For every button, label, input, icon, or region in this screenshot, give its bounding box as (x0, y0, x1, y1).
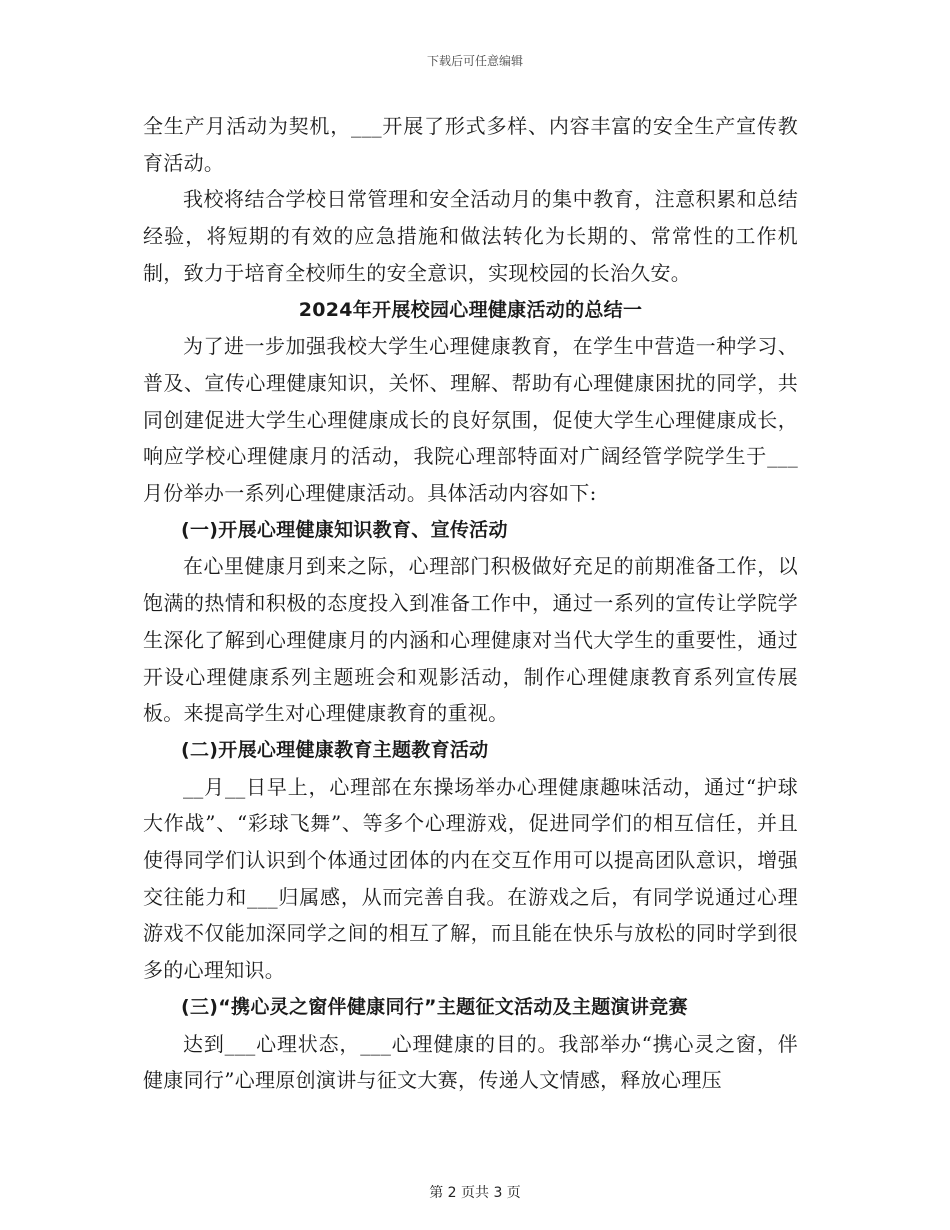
document-title: 2024年开展校园心理健康活动的总结一 (298, 298, 643, 321)
page-footer: 第 2 页共 3 页 (429, 1185, 521, 1201)
section-heading-2: (二)开展心理健康教育主题教育活动 (181, 738, 489, 761)
document-body (143, 108, 798, 1099)
section-heading-1: (一)开展心理健康知识教育、宣传活动 (181, 518, 508, 541)
paragraph-section-1: 在心里健康月到来之际，心理部门积极做好充足的前期准备工作，以饱满的热情和积极的态度投入到准备工作中，通过一系列的宣传让学院学生深化了解到心理健康月的内涵和心理健康对当代大学生的重要性，通过开设心理健康系列主题班会和观影活动，制作心理健康教育系列宣传展板。来提高学生对心理健康教育的重视。 (143, 554, 798, 726)
paragraph-continuation: 全生产月活动为契机，___开展了形式多样、内容丰富的安全生产宣传教育活动。 (143, 114, 798, 175)
paragraph-section-2: __月__日早上，心理部在东操场举办心理健康趣味活动，通过“护球大作战”、“彩球飞舞”、等多个心理游戏，促进同学们的相互信任，并且使得同学们认识到个体通过团体的内在交互作用可以提高团队意识，增强交往能力和___归属感，从而完善自我。在游戏之后，有同学说通过心理游戏不仅能加深同学之间的相互了解，而且能在快乐与放松的同时学到很多的心理知识。 (143, 774, 798, 983)
section-heading-3: (三)“携心灵之窗伴健康同行”主题征文活动及主题演讲竞赛 (181, 995, 688, 1018)
paragraph-school-plan: 我校将结合学校日常管理和安全活动月的集中教育，注意积累和总结经验，将短期的有效的应急措施和做法转化为长期的、常常性的工作机制，致力于培育全校师生的安全意识，实现校园的长治久安。 (143, 187, 798, 285)
paragraph-intro: 为了进一步加强我校大学生心理健康教育，在学生中营造一种学习、普及、宣传心理健康知识，关怀、理解、帮助有心理健康困扰的同学，共同创建促进大学生心理健康成长的良好氛围，促使大学生心理健康成长，响应学校心理健康月的活动，我院心理部特面对广阔经管学院学生于___月份举办一系列心理健康活动。具体活动内容如下: (143, 334, 798, 506)
paragraph-section-3: 达到___心理状态，___心理健康的目的。我部举办“携心灵之窗，伴健康同行”心理原创演讲与征文大赛，传递人文情感，释放心理压 (143, 1031, 798, 1093)
page-header: 下载后可任意编辑 (426, 54, 523, 68)
